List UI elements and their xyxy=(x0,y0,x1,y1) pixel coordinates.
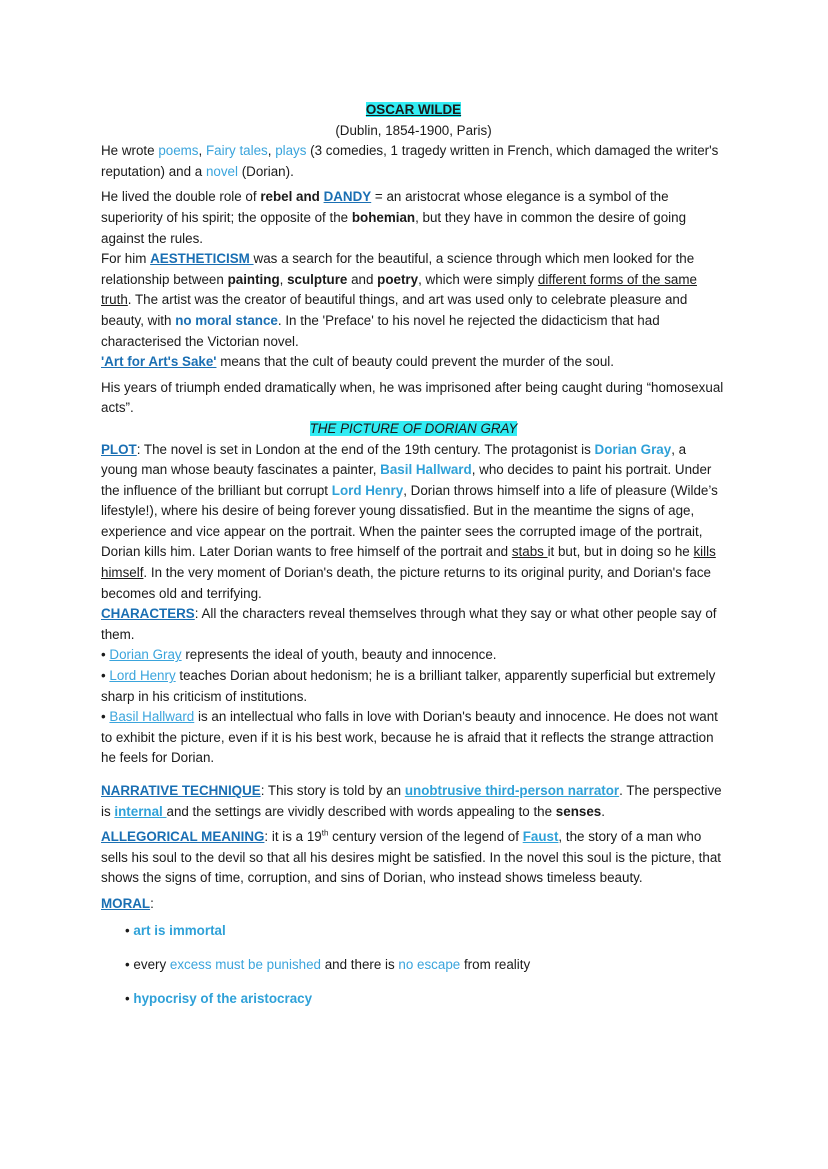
moral-heading: MORAL xyxy=(101,895,151,911)
moral-item: • every excess must be punished and there is no escape from reality xyxy=(125,956,531,972)
poems-term: poems xyxy=(158,143,199,159)
art-for-arts-sake-paragraph: 'Art for Art's Sake' means that the cult of beauty could prevent the murder of the soul. xyxy=(101,354,614,370)
character-item: • Dorian Gray represents the ideal of youth, beauty and innocence. xyxy=(101,647,497,663)
narrative-heading: NARRATIVE TECHNIQUE xyxy=(101,783,261,798)
author-dates: (Dublin, 1854-1900, Paris) xyxy=(335,122,492,138)
art-for-arts-sake-term: 'Art for Art's Sake' xyxy=(101,354,217,370)
no-moral-stance-term: no moral stance xyxy=(175,312,278,328)
novel-title-text: THE PICTURE OF DORIAN GRAY xyxy=(309,420,518,436)
character-name-dorian: Dorian Gray xyxy=(109,647,182,663)
character-item: • Basil Hallward is an intellectual who falls in love with Dorian's beauty and innocence. He does not want to exhibit the picture, even if it is his best work, because he is afraid that it reflects the strange attraction he feels for Dorian. xyxy=(101,709,718,766)
basil-hallward-name: Basil Hallward xyxy=(380,462,472,478)
moral-item: • art is immortal xyxy=(125,922,226,938)
novel-term: novel xyxy=(205,163,238,179)
faust-term: Faust xyxy=(522,829,559,845)
characters-paragraph: CHARACTERS: All the characters reveal themselves through what they say or what other people say of them. xyxy=(101,606,717,642)
characters-heading: CHARACTERS xyxy=(101,606,195,622)
narrative-paragraph: NARRATIVE TECHNIQUE: This story is told by an unobtrusive third-person narrator. The perspective is internal and the settings are vividly described with words appealing to the senses. xyxy=(101,783,722,819)
internal-term: internal xyxy=(114,803,167,819)
fairy-tales-term: Fairy tales xyxy=(205,143,268,159)
novel-title xyxy=(101,419,726,440)
narrator-term: unobtrusive third-person narrator xyxy=(404,783,620,798)
dandy-paragraph: He lived the double role of rebel and DANDY = an aristocrat whose elegance is a symbol of the superiority of his spirit; the opposite of the bohemian, but they have in common the desire of going against the rules. xyxy=(101,189,687,246)
aestheticism-term: AESTHETICISM xyxy=(150,251,254,267)
lord-henry-name: Lord Henry xyxy=(331,482,404,498)
aestheticism-paragraph: For him AESTHETICISM was a search for the beautiful, a science through which men looked for the relationship between painting, sculpture and poetry, which were simply different forms of the same truth. The artist was the creator of beautiful things, and art was used only to celebrate pleasure and beauty, with no moral stance. In the 'Preface' to his novel he rejected the didacticism that had characterised the Victorian novel. xyxy=(101,251,697,349)
intro-paragraph: He wrote poems, Fairy tales, plays (3 comedies, 1 tragedy written in French, which damaged the writer's reputation) and a novel (Dorian). xyxy=(101,143,719,179)
moral-list xyxy=(101,921,726,1010)
dorian-gray-name: Dorian Gray xyxy=(594,441,672,457)
plot-heading: PLOT xyxy=(101,441,137,457)
triumph-paragraph: His years of triumph ended dramatically when, he was imprisoned after being caught during “homosexual acts”. xyxy=(101,379,724,416)
same-truth-phrase: different forms of the same truth xyxy=(101,271,697,308)
character-name-henry: Lord Henry xyxy=(109,668,176,684)
moral-item: • hypocrisy of the aristocracy xyxy=(125,990,313,1006)
plays-term: plays xyxy=(275,143,307,159)
dandy-term: DANDY xyxy=(323,189,372,205)
document-page xyxy=(101,100,726,1023)
character-item: • Lord Henry teaches Dorian about hedonism; he is a brilliant talker, apparently superficial but extremely sharp in his criticism of institutions. xyxy=(101,668,716,704)
document-title xyxy=(101,100,726,121)
title-text: OSCAR WILDE xyxy=(365,102,462,117)
plot-paragraph: PLOT: The novel is set in London at the end of the 19th century. The protagonist is Dorian Gray, a young man whose beauty fascinates a painter, Basil Hallward, who decides to paint his portrait. Under the influence of the brilliant but corrupt Lord Henry, Dorian throws himself into a life of pleasure (Wilde’s lifestyle!), where his desire of being forever young dissatisfied. But in the meantime the signs of age, experience and vice appear on the portrait. When the painter sees the corrupted image of the portrait, Dorian kills him. Later Dorian wants to free himself of the portrait and stabs it but, but in doing so he kills himself. In the very moment of Dorian's death, the picture returns to its original purity, and Dorian's face becomes old and terrifying. xyxy=(101,441,718,601)
moral-heading-line: MORAL: xyxy=(101,895,154,911)
allegorical-heading: ALLEGORICAL MEANING xyxy=(101,829,265,845)
character-name-basil: Basil Hallward xyxy=(109,709,195,725)
allegorical-paragraph: ALLEGORICAL MEANING: it is a 19th century version of the legend of Faust, the story of a man who sells his soul to the devil so that all his desires might be satisfied. In the novel this soul is the picture, that shows the signs of time, corruption, and sins of Dorian, who instead shows timeless beauty. xyxy=(101,828,722,886)
